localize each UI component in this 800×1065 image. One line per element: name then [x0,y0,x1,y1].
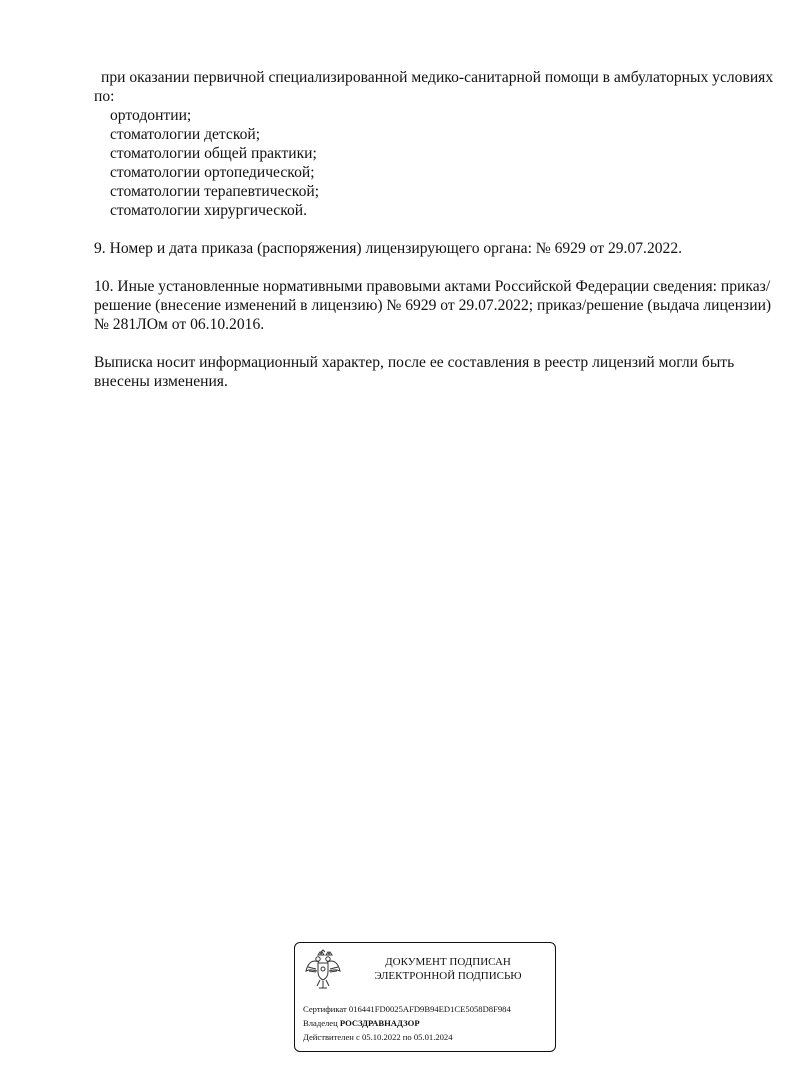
services-intro: при оказании первичной специализированной медико-санитарной помощи в амбулаторных условиях по: [94,69,774,105]
service-item: стоматологии детской; [110,126,261,143]
electronic-signature-stamp [294,942,556,1052]
stamp-title [347,955,549,983]
stamp-title-line: ДОКУМЕНТ ПОДПИСАН [385,956,511,968]
stamp-title-line: ЭЛЕКТРОННОЙ ПОДПИСЬЮ [374,970,522,982]
service-item: стоматологии терапевтической; [110,183,320,200]
double-headed-eagle-emblem-icon [304,949,342,993]
owner-line [303,1018,551,1029]
certificate-value: 016441FD0025AFD9B94ED1CE5058D8F984 [348,1004,511,1014]
validity-line: Действителен с 05.10.2022 по 05.01.2024 [303,1032,453,1042]
other-info-paragraph: 10. Иные установленные нормативными правовыми актами Российской Федерации сведения: приказ/решение (внесение изменений в лицензию) № 6929 от 29.07.2022; приказ/решение (выдача лицензии) № 281ЛОм от 06.10.2016. [94,278,772,333]
owner-label: Владелец [303,1018,338,1028]
certificate-label: Сертификат [303,1004,347,1014]
document-body [94,68,774,391]
service-item: стоматологии общей практики; [110,145,317,162]
disclaimer-paragraph: Выписка носит информационный характер, после ее составления в реестр лицензий могли быть внесены изменения. [94,354,735,390]
certificate-line [303,1004,551,1015]
owner-value: РОСЗДРАВНАДЗОР [339,1018,420,1028]
service-item: ортодонтии; [110,107,192,124]
services-list [94,106,774,220]
order-number-paragraph: 9. Номер и дата приказа (распоряжения) лицензирующего органа: № 6929 от 29.07.2022. [94,240,683,257]
service-item: стоматологии хирургической. [110,202,308,219]
service-item: стоматологии ортопедической; [110,164,315,181]
